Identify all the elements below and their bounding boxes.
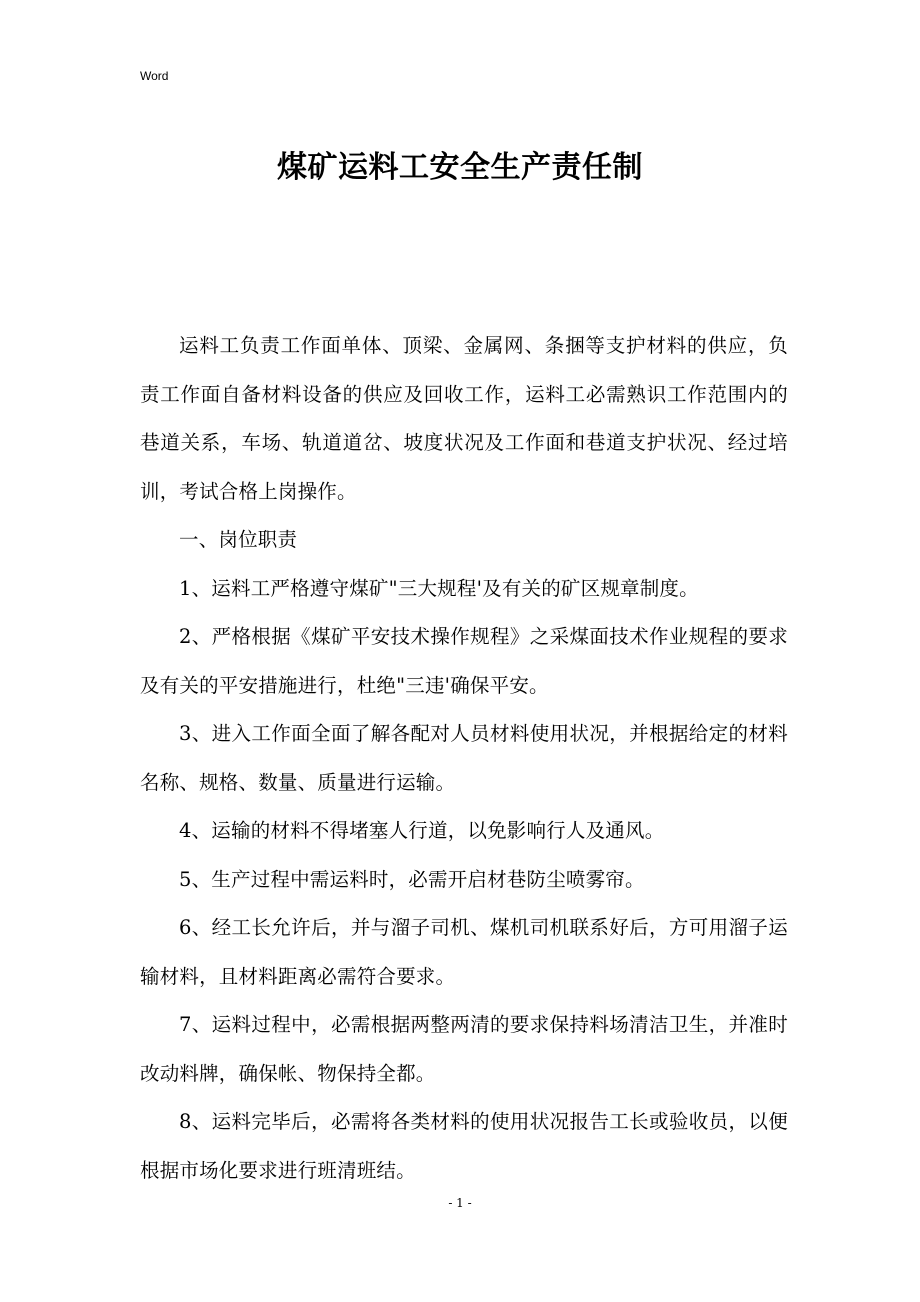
paragraph-item-1: 1、运料工严格遵守煤矿"三大规程'及有关的矿区规章制度。 xyxy=(179,576,699,600)
paragraph-item-7: 7、运料过程中，必需根据两整两清的要求保持料场清洁卫生，并准时改动料牌，确保帐、物保持全都。 xyxy=(140,1013,788,1085)
paragraph-item-5: 5、生产过程中需运料时，必需开启材巷防尘喷雾帘。 xyxy=(179,867,645,891)
paragraph-intro: 运料工负责工作面单体、顶梁、金属网、条捆等支护材料的供应，负责工作面自备材料设备的供应及回收工作，运料工必需熟识工作范围内的巷道关系，车场、轨道道岔、坡度状况及工作面和巷道支护状况、经过培训，考试合格上岗操作。 xyxy=(140,334,788,503)
page-number: - 1 - xyxy=(448,1196,472,1210)
paragraph-item-8: 8、运料完毕后，必需将各类材料的使用状况报告工长或验收员，以便根据市场化要求进行班清班结。 xyxy=(140,1110,788,1182)
paragraph-item-6: 6、经工长允许后，并与溜子司机、煤机司机联系好后，方可用溜子运输材料，且材料距离必需符合要求。 xyxy=(140,916,788,988)
paragraph-item-2: 2、严格根据《煤矿平安技术操作规程》之采煤面技术作业规程的要求及有关的平安措施进行，杜绝"三违'确保平安。 xyxy=(140,625,788,697)
document-title: 煤矿运料工安全生产责任制 xyxy=(277,150,643,185)
paragraph-item-3: 3、进入工作面全面了解各配对人员材料使用状况，并根据给定的材料名称、规格、数量、质量进行运输。 xyxy=(140,722,788,794)
header-label: Word xyxy=(140,69,169,83)
paragraph-item-4: 4、运输的材料不得堵塞人行道，以免影响行人及通风。 xyxy=(179,819,665,842)
document-body xyxy=(140,322,788,1195)
section-heading-duties: 一、岗位职责 xyxy=(179,528,298,551)
